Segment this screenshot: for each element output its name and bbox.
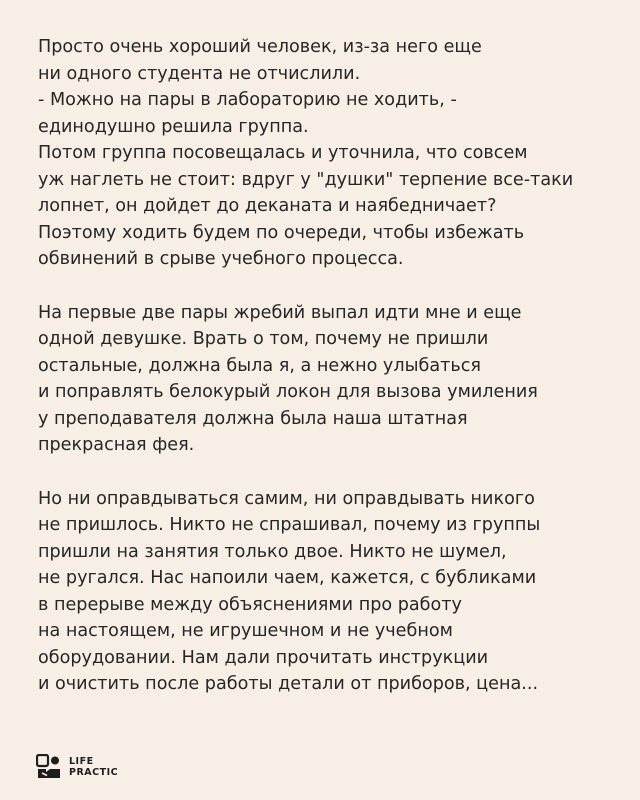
text-line: остальные, должна была я, а нежно улыбаться [38,355,481,376]
text-line: уж наглеть не стоит: вдруг у "душки" терпение все-таки [38,169,574,190]
text-line: прекрасная фея. [38,435,195,455]
text-line: На первые две пары жребий выпал идти мне и еще [38,302,522,323]
text-line: пришли на занятия только двое. Никто не шумел, [38,541,507,562]
brand-logo [36,754,118,780]
logo-wordmark [69,756,118,778]
text-line: в перерыве между объяснениями про работу [38,594,462,615]
text-line: у преподавателя должна была наша штатная [38,408,468,429]
text-line: на настоящем, не игрушечном и не учебном [38,621,453,641]
text-line: и очистить после работы детали от приборов, цена... [38,674,539,694]
text-line: не ругался. Нас напоили чаем, кажется, с бубликами [38,568,537,588]
article-text [38,34,618,725]
text-line: Поэтому ходить будем по очереди, чтобы избежать [38,222,525,243]
text-line: и поправлять белокурый локон для вызова умиления [38,382,538,402]
text-line: - Можно на пары в лабораторию не ходить, - [38,90,457,110]
paragraph-3 [38,486,618,698]
text-line: Потом группа посовещалась и уточнила, что совсем [38,143,528,163]
text-line: обвинений в срыве учебного процесса. [38,249,404,269]
text-line: ни одного студента не отчислили. [38,63,361,84]
paragraph-1 [38,34,618,273]
logo-line-2: PRACTIC [69,767,119,778]
text-line: лопнет, он дойдет до деканата и наябедничает? [38,196,497,216]
text-line: оборудовании. Нам дали прочитать инструкции [38,647,489,668]
text-line: единодушно решила группа. [38,116,309,137]
text-line: Но ни оправдываться самим, ни оправдывать никого [38,488,535,509]
logo-line-1: LIFE [69,756,94,767]
paragraph-2 [38,300,618,459]
text-line: Просто очень хороший человек, из-за него еще [38,37,482,57]
life-practic-logo-icon [36,754,62,780]
text-line: не пришлось. Никто не спрашивал, почему из группы [38,515,541,535]
text-line: одной девушке. Врать о том, почему не пришли [38,329,489,349]
